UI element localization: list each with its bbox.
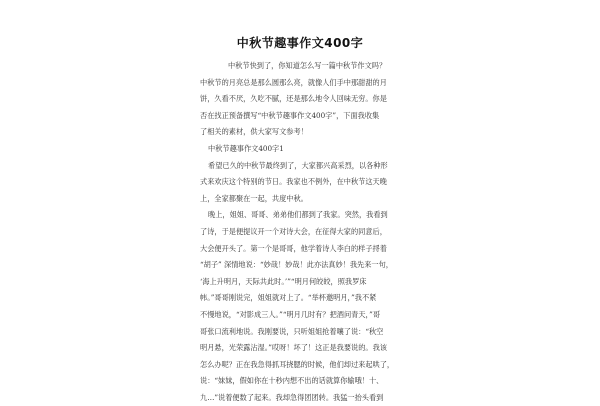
body-line: 不慢地说，“对影成三人。”“明月几时有？把酒问青天，”哥 — [200, 309, 381, 319]
article-body — [200, 58, 406, 406]
body-line: 晚上，姐姐、哥哥、弟弟他们都到了我家。突然，我看到 — [208, 210, 388, 220]
body-line: 饼，久看不厌，久吃不腻，还是那么地令人回味无穷。你是 — [200, 94, 387, 104]
body-line: 九…”说着便数了起来。我却急得团团转。我猛一抬头看到 — [200, 392, 384, 402]
body-line: 哥张口流利地说。我刚要说，只听姐姐抢着嚷了说：“秋空 — [200, 326, 384, 336]
body-line: 明月悬，光荣露沾湿。”哎呀！坏了！这正是我要说的。我该 — [200, 343, 387, 353]
body-line: “胡子” 深情地说：“妙哉！妙哉！此亦法真妙！我先来一句， — [200, 260, 393, 270]
section-heading: 中秋节趣事作文400字1 — [208, 143, 284, 153]
body-line: 说：“妹妹，假如你在十秒内想不出的话就算你输哦！十、 — [200, 376, 384, 386]
body-line: 中秋节的月亮总是那么圆那么亮，就像人们手中那甜甜的月 — [200, 77, 387, 87]
body-line: 否在找正预备撰写“中秋节趣事作文400字”，下面我收集 — [200, 110, 380, 120]
body-line: 帏。”哥哥刚说完，姐姐就对上了。“举杯邀明月，”我不紧 — [200, 293, 377, 303]
body-line: 怎么办呢？正在我急得抓耳挠腮的时候，他们却过来起哄了， — [200, 359, 395, 369]
body-line: 希望已久的中秋节最终到了，大家都兴高采烈，以各种形 — [208, 160, 388, 170]
body-line: 中秋节快到了，你知道怎么写一篇中秋节作文吗？ — [228, 61, 387, 70]
body-line: 了诗，于是便提议开一个对诗大会，在征得大家的同意后， — [200, 226, 387, 236]
body-line: 大会便开头了。第一个是哥哥，他学着诗人李白的样子捋着 — [200, 243, 387, 253]
body-line: 式来欢庆这个特别的节日。我家也不例外，在中秋节这天晚 — [200, 177, 387, 187]
body-line: 了相关的素材，供大家写文参考！ — [200, 127, 308, 137]
article-title: 中秋节趣事作文400字 — [236, 36, 364, 50]
body-line: ‘海上升明月，天际共此时。’”“明月何皎皎，照我罗床 — [200, 276, 367, 286]
body-line: 上，全家都聚在一起，共度中秋。 — [200, 193, 308, 203]
